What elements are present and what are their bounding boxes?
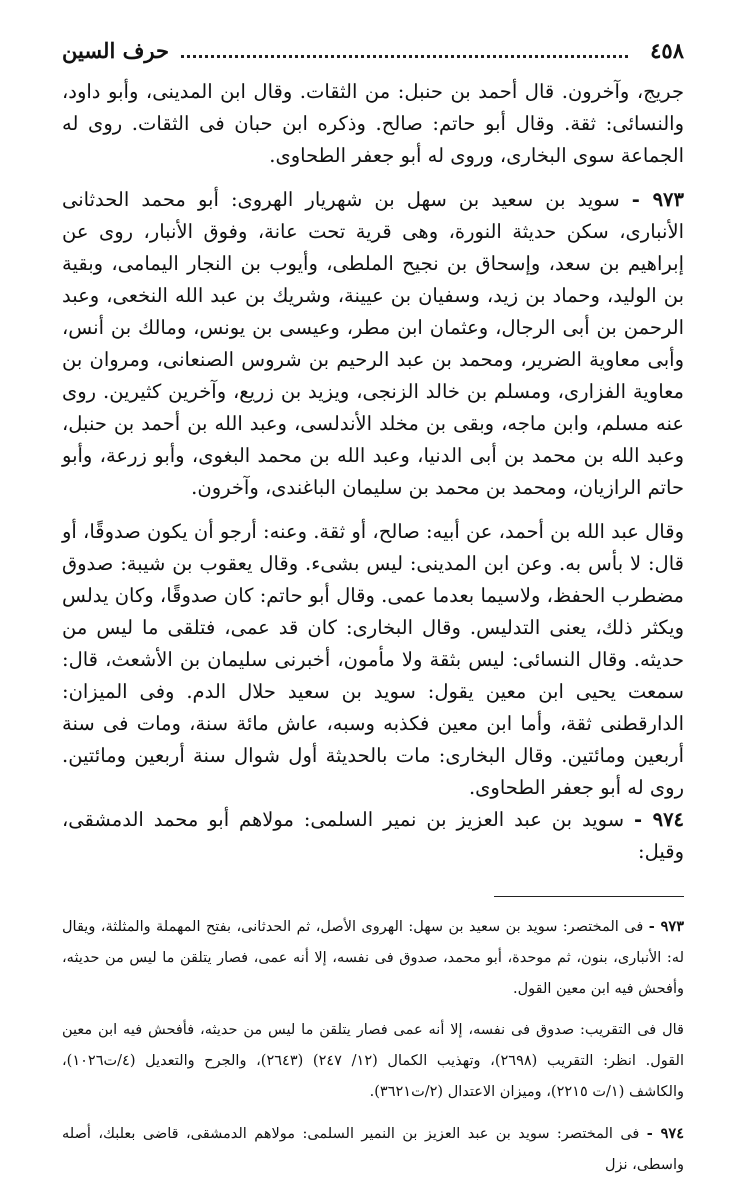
entry-text: سويد بن سعيد بن سهل بن شهريار الهروى: أبو محمد الحدثانى الأنبارى، سكن حديثة النورة، وهى قرية تحت عانة، وفوق الأنبار، روى عن إبراهيم بن سعد، وإسحاق بن نجيح الملطى، وأيوب بن النجار اليمامى، وبقية بن الوليد، وحماد بن زيد، وسفيان بن عيينة، وشريك بن عبد الله النخعى، وعبد الرحمن بن أبى الرجال، وعثمان ابن مطر، وعيسى بن يونس، ومالك بن أنس، وأبى معاوية الضرير، ومحمد بن عبد الرحيم بن شروس الصنعانى، ومروان بن معاوية الفزارى، ومسلم بن خالد الزنجى، ويزيد بن زريع، وآخرين كثيرين. روى عنه مسلم، وابن ماجه، وبقى بن مخلد الأندلسى، وعبد الله بن أحمد بن حنبل، وعبد الله بن محمد بن أبى الدنيا، وعبد الله بن محمد البغوى، وأبو زرعة، وأبو حاتم الرازيان، ومحمد بن محمد بن سليمان الباغندى، وآخرون.	[62, 188, 684, 499]
page-header	[62, 28, 684, 72]
entry-text: سويد بن عبد العزيز بن نمير السلمى: مولاهم أبو محمد الدمشقى، وقيل:	[62, 808, 684, 863]
footnote-973-taqrib: قال فى التقريب: صدوق فى نفسه، إلا أنه عمى فصار يتلقن ما ليس من حديثه، فأفحش فيه ابن معين القول. انظر: التقريب (٢٦٩٨)، وتهذيب الكمال (١٢/ ٢٤٧) (٢٦٤٣)، والجرح والتعديل (٤/ت١٠٢٦)، والكاشف (١/ت ٢٢١٥)، وميزان الاعتدال (٢/ت٣٦٢١).	[62, 1022, 684, 1100]
footnotes	[62, 911, 684, 1181]
paragraph-continuation: جريج، وآخرون. قال أحمد بن حنبل: من الثقات. وقال ابن المدينى، وأبو داود، والنسائى: ثقة. وقال أبو حاتم: صالح. وذكره ابن حبان فى الثقات. روى له الجماعة سوى البخارى، وروى له أبو جعفر الطحاوى.	[62, 80, 684, 167]
main-text	[62, 76, 684, 868]
entry-973-assessment: وقال عبد الله بن أحمد، عن أبيه: صالح، أو ثقة. وعنه: أرجو أن يكون صدوقًا، أو قال: لا بأس به. وعن ابن المدينى: ليس بشىء. وقال يعقوب بن شيبة: صدوق مضطرب الحفظ، ولاسيما بعدما عمى. وقال أبو حاتم: كان صدوقًا، وكان يدلس ويكثر ذلك، يعنى التدليس. وقال البخارى: كان قد عمى، فتلقى ما ليس من حديثه. وقال النسائى: ليس بثقة ولا مأمون، أخبرنى سليمان بن الأشعث، قال: سمعت يحيى ابن معين يقول: سويد بن سعيد حلال الدم. وفى الميزان: الدارقطنى ثقة، وأما ابن معين فكذبه وسبه، عاش مائة سنة، ومات فى سنة أربعين ومائتين. وقال البخارى: مات بالحديثة أول شوال سنة أربعين ومائتين. روى له أبو جعفر الطحاوى.	[62, 520, 684, 799]
entry-number: ٩٧٤ -	[633, 808, 685, 831]
footnote-973	[62, 911, 684, 1005]
entry-973	[62, 184, 684, 504]
footnote-number: ٩٧٤ -	[646, 1125, 684, 1142]
footnote-separator	[494, 896, 684, 897]
entry-number: ٩٧٣ -	[631, 188, 684, 211]
footnote-number: ٩٧٣ -	[648, 918, 684, 935]
footnote-974	[62, 1118, 684, 1181]
entry-974	[62, 804, 684, 868]
chapter-title: حرف السين	[62, 37, 169, 63]
footnote-text: فى المختصر: سويد بن سعيد بن سهل: الهروى الأصل، ثم الحدثانى، بفتح المهملة والمثلثة، ويقال له: الأنبارى، بنون، ثم موحدة، أبو محمد، صدوق فى نفسه، إلا أنه عمى، فصار يتلقن ما ليس من حديثه، وأفحش فيه ابن معين القول.	[62, 919, 684, 997]
header-dotted-leader	[181, 43, 628, 58]
page-number: ٤٥٨	[650, 37, 684, 63]
footnote-text: فى المختصر: سويد بن عبد العزيز بن النمير السلمى: مولاهم الدمشقى، قاضى بعلبك، أصله واسطى، نزل	[62, 1126, 684, 1173]
